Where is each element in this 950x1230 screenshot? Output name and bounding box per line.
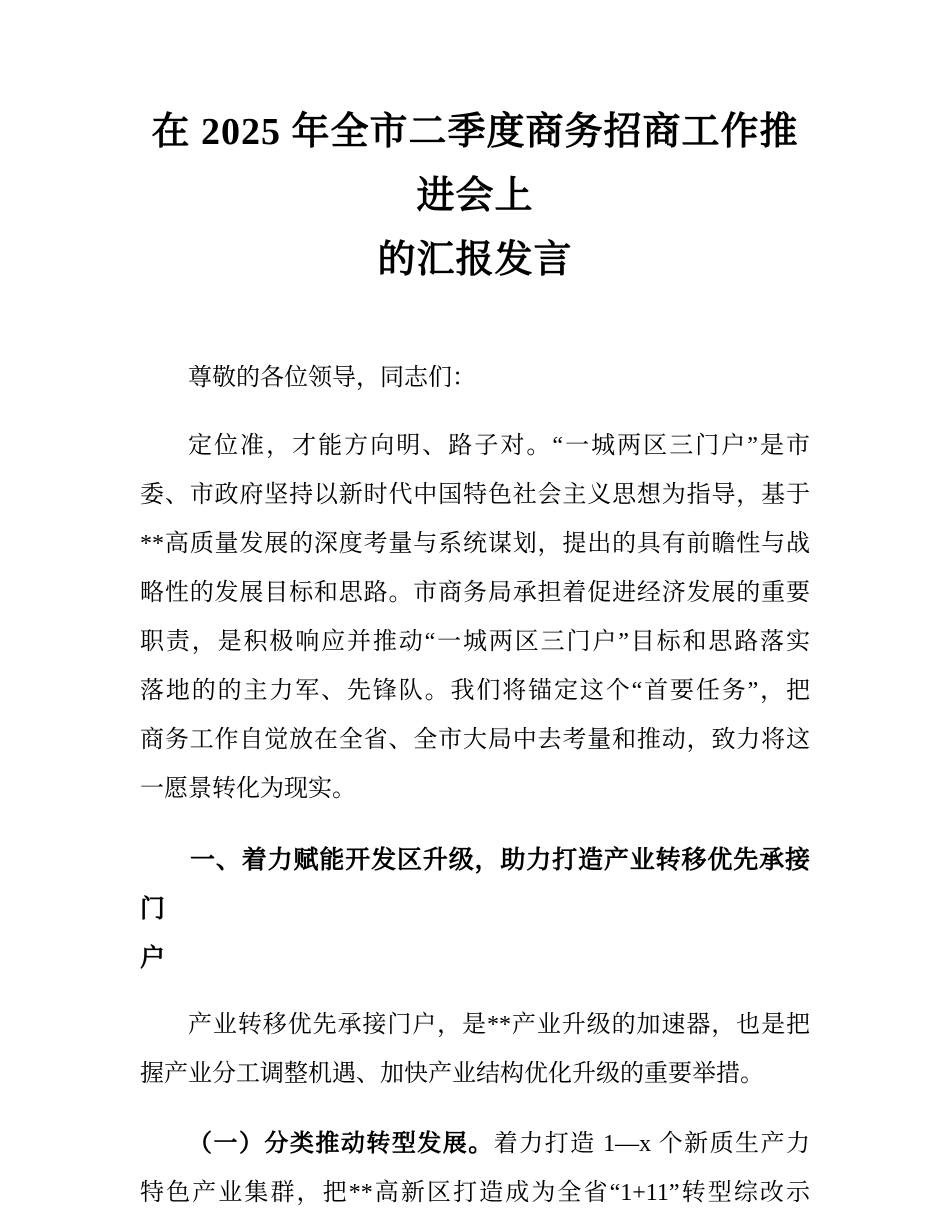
subsection-1-text: 着力打造 1—x 个新质生产力 <box>493 1131 811 1157</box>
text-line: 定位准，才能方向明、路子对。“一城两区三门户”是市 <box>188 433 810 459</box>
greeting-paragraph <box>140 354 810 403</box>
text-line: 落地的的主力军、先锋队。我们将锚定这个“首要任务”，把 <box>140 678 810 704</box>
subsection-1-heading-lead: （一）分类推动转型发展。 <box>188 1130 494 1157</box>
subsection-1-paragraph <box>140 1119 810 1218</box>
text-line: 商务工作自觉放在全省、全市大局中去考量和推动，致力将这 <box>140 727 810 753</box>
text-line <box>140 1119 810 1169</box>
document-title-line-1: 在 2025 年全市二季度商务招商工作推进会上 <box>151 111 799 217</box>
text-line: 尊敬的各位领导，同志们： <box>188 365 476 391</box>
text-line: 特色产业集群，把**高新区打造成为全省“1+11”转型综改示 <box>140 1180 810 1206</box>
text-line: 略性的发展目标和思路。市商务局承担着促进经济发展的重要 <box>140 580 810 606</box>
text-line: 户 <box>140 944 166 972</box>
section-1-intro-paragraph <box>140 1001 810 1099</box>
text-line: 委、市政府坚持以新时代中国特色社会主义思想为指导，基于 <box>140 482 810 508</box>
text-line: 握产业分工调整机遇、加快产业结构优化升级的重要举措。 <box>140 1061 764 1087</box>
text-line: 一愿景转化为现实。 <box>140 776 356 802</box>
text-line: 一、着力赋能开发区升级，助力打造产业转移优先承接门 <box>140 846 810 923</box>
section-1-heading <box>140 836 810 983</box>
document-title <box>140 100 810 292</box>
text-line: 职责，是积极响应并推动“一城两区三门户”目标和思路落实 <box>140 629 810 655</box>
intro-paragraph <box>140 422 810 814</box>
document-title-line-2: 的汇报发言 <box>377 239 573 281</box>
text-line: 产业转移优先承接门户，是**产业升级的加速器，也是把 <box>188 1012 810 1038</box>
text-line: **高质量发展的深度考量与系统谋划，提出的具有前瞻性与战 <box>140 531 810 557</box>
